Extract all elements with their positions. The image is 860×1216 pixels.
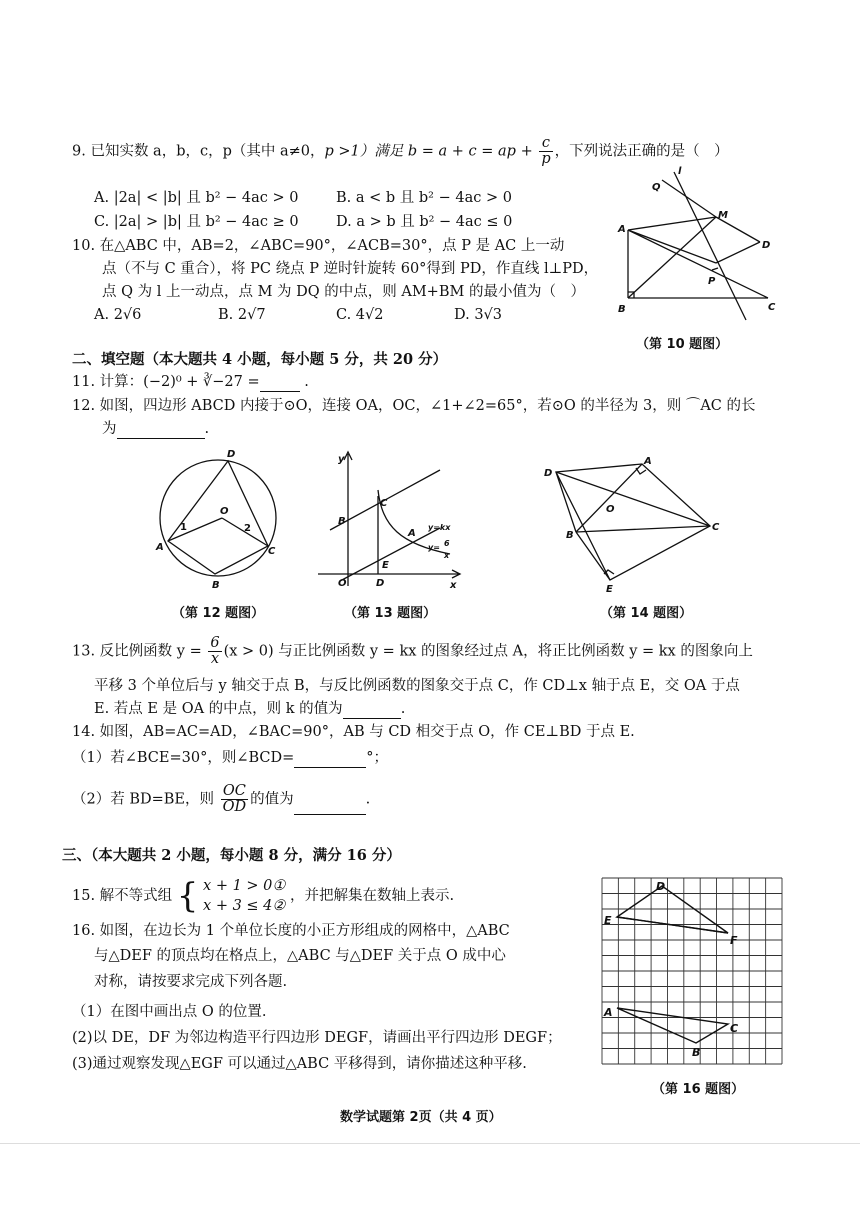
q14-figure	[536, 454, 736, 594]
triangle-def	[617, 886, 728, 933]
q16-line1: 16. 如图，在边长为 1 个单位长度的小正方形组成的网格中，△ABC	[72, 923, 510, 939]
page-footer: 数学试题第 2页（共 4 页）	[340, 1110, 502, 1125]
q14-caption: （第 14 题图）	[600, 606, 693, 621]
label-b: B	[212, 580, 220, 591]
label-angle-1: 1	[180, 522, 187, 533]
label-angle-2: 2	[244, 523, 251, 534]
outline-dace	[556, 464, 710, 580]
system-brace: {	[176, 876, 199, 916]
segment-db	[556, 472, 576, 532]
segment-pd	[716, 242, 760, 263]
q10-option-d: D. 3√3	[454, 307, 503, 323]
triangle-abc	[617, 1008, 728, 1043]
label-e: E	[382, 560, 389, 571]
q13-answer-blank[interactable]	[343, 704, 401, 719]
inequality-system	[203, 876, 285, 916]
q16-sub2: (2)以 DE，DF 为邻边构造平行四边形 DEGF，请画出平行四边形 DEGF；	[72, 1030, 562, 1046]
label-a: A	[644, 456, 652, 467]
q16-caption: （第 16 题图）	[652, 1082, 745, 1097]
segment-qm	[662, 180, 716, 217]
q12-caption: （第 12 题图）	[172, 606, 265, 621]
grid-lines	[602, 878, 782, 1064]
q15-text: 15. 解不等式组 { x + 1 > 0① x + 3 ≤ 4② ，并把解集在数轴上表示.	[72, 876, 455, 916]
q9-option-d: D. a > b 且 b² − 4ac ≤ 0	[336, 214, 513, 230]
q10-option-a: A. 2√6	[94, 307, 142, 323]
label-b: B	[338, 516, 346, 527]
page-bottom-divider	[0, 1143, 860, 1144]
label-y-kx: y=kx	[428, 523, 451, 532]
q14-fraction: $\frac{OC}{OD}$	[222, 783, 247, 815]
label-c: C	[712, 522, 720, 533]
label-y-eq: y=	[428, 543, 440, 552]
label-a: A	[408, 528, 416, 539]
label-c: C	[380, 498, 388, 509]
label-d: D	[656, 880, 666, 893]
label-c: C	[768, 302, 776, 313]
q10-figure	[612, 160, 792, 330]
label-y-axis: y	[338, 454, 345, 465]
q10-line3: 点 Q 为 l 上一动点，点 M 为 DQ 的中点，则 AM+BM 的最小值为（ ）	[102, 284, 585, 300]
q14-part2: （2）若 BD=BE，则 $\frac{OC}{OD}$ 的值为 .	[72, 783, 371, 815]
q9-option-a: A. |2a| < |b| 且 b² − 4ac > 0	[94, 190, 299, 206]
q16-line2: 与△DEF 的顶点均在格点上，△ABC 与△DEF 关于点 O 成中心	[94, 948, 506, 964]
q13-fraction: $\frac{6}{x}$	[210, 635, 220, 667]
segment-am	[628, 217, 716, 230]
q10-option-b: B. 2√7	[218, 307, 266, 323]
q12-answer-blank[interactable]	[117, 424, 205, 439]
label-a: A	[604, 1006, 613, 1019]
q9-stem-part2: p >1）满足 b = a + c = ap +	[324, 143, 533, 160]
q13-line1: 13. 反比例函数 y = $\frac{6}{x}$ (x > 0) 与正比例函数 y = kx 的图象经过点 A，将正比例函数 y = kx 的图象向上	[72, 635, 753, 667]
q13-figure	[310, 446, 480, 596]
q16-sub1: （1）在图中画出点 O 的位置.	[72, 1004, 267, 1020]
label-a: A	[156, 542, 164, 553]
q10-line1: 10. 在△ABC 中，AB=2，∠ABC=90°，∠ACB=30°，点 P 是 AC 上一动	[72, 238, 565, 254]
label-b: B	[566, 530, 574, 541]
q13-line2: 平移 3 个单位后与 y 轴交于点 B，与反比例函数的图象交于点 C，作 CD⊥x 轴于点 E，交 OA 于点	[94, 678, 740, 694]
label-o: O	[220, 506, 229, 517]
q10-caption: （第 10 题图）	[636, 337, 729, 352]
label-m: M	[718, 210, 728, 221]
segment-ef	[617, 917, 728, 933]
q11-answer-blank[interactable]	[260, 377, 300, 392]
label-c: C	[268, 546, 276, 557]
label-f: F	[730, 934, 738, 947]
label-six: 6	[444, 539, 450, 548]
q14-line1: 14. 如图，AB=AC=AD，∠BAC=90°，AB 与 CD 相交于点 O，作 CE⊥BD 于点 E.	[72, 724, 635, 740]
label-x-denom: x	[444, 551, 450, 560]
label-c: C	[730, 1022, 739, 1035]
circle-o	[160, 460, 276, 576]
label-d: D	[762, 240, 771, 251]
line-y-kx	[340, 528, 440, 581]
q10-option-c: C. 4√2	[336, 307, 384, 323]
q14-part2-answer-blank[interactable]	[294, 800, 366, 815]
q9-option-c: C. |2a| > |b| 且 b² − 4ac ≥ 0	[94, 214, 299, 230]
label-p: P	[708, 276, 716, 287]
q9-option-b: B. a < b 且 b² − 4ac > 0	[336, 190, 512, 206]
segment-ac	[628, 230, 771, 298]
section-3-heading: 三、（本大题共 2 小题，每小题 8 分，满分 16 分）	[62, 847, 401, 864]
q13-caption: （第 13 题图）	[344, 606, 437, 621]
q16-grid-figure	[600, 876, 786, 1068]
label-o: O	[606, 504, 615, 515]
label-l: l	[678, 166, 682, 177]
q9-fraction: $\frac{c}{p}$	[541, 135, 551, 167]
label-a: A	[618, 224, 626, 235]
label-b: B	[692, 1046, 701, 1059]
q14-part1: （1）若∠BCE=30°，则∠BCD= °；	[72, 750, 389, 766]
q9-stem-part1: 9. 已知实数 a，b，c，p（其中 a≠0，	[72, 143, 325, 160]
label-d: D	[376, 578, 385, 589]
q16-line3: 对称，请按要求完成下列各题.	[94, 974, 288, 990]
label-x-axis: x	[450, 580, 457, 591]
label-e: E	[604, 914, 612, 927]
q12-line1: 12. 如图，四边形 ABCD 内接于⊙O，连接 OA，OC，∠1+∠2=65°，若⊙O 的半径为 3，则 ⌒AC 的长	[72, 398, 756, 414]
segment-bc	[576, 526, 710, 532]
q13-line3: E. 若点 E 是 OA 的中点，则 k 的值为 .	[94, 701, 406, 717]
label-d: D	[544, 468, 553, 479]
inequality-2: x + 3 ≤ 4②	[203, 898, 286, 914]
q10-line2: 点（不与 C 重合），将 PC 绕点 P 逆时针旋转 60°得到 PD，作直线 l⊥PD，	[102, 261, 599, 277]
q11-text: 11. 计算：(−2)⁰ + ∛−27 = .	[72, 374, 309, 390]
q16-sub3: (3)通过观察发现△EGF 可以通过△ABC 平移得到，请你描述这种平移.	[72, 1056, 527, 1072]
section-2-heading: 二、填空题（本大题共 4 小题，每小题 5 分，共 20 分）	[72, 351, 448, 368]
q9-stem-part3: ，下列说法正确的是（ ）	[554, 143, 729, 160]
quadrilateral-abcd	[168, 461, 268, 574]
label-d: D	[227, 449, 236, 460]
q14-part1-answer-blank[interactable]	[294, 753, 366, 768]
label-e: E	[606, 584, 613, 594]
label-o: O	[338, 578, 347, 589]
label-q: Q	[652, 182, 661, 193]
inequality-1: x + 1 > 0①	[203, 878, 286, 894]
right-angle-p	[712, 268, 718, 270]
q12-figure	[148, 446, 298, 596]
label-b: B	[618, 304, 626, 315]
q12-line2: 为 .	[102, 421, 210, 437]
